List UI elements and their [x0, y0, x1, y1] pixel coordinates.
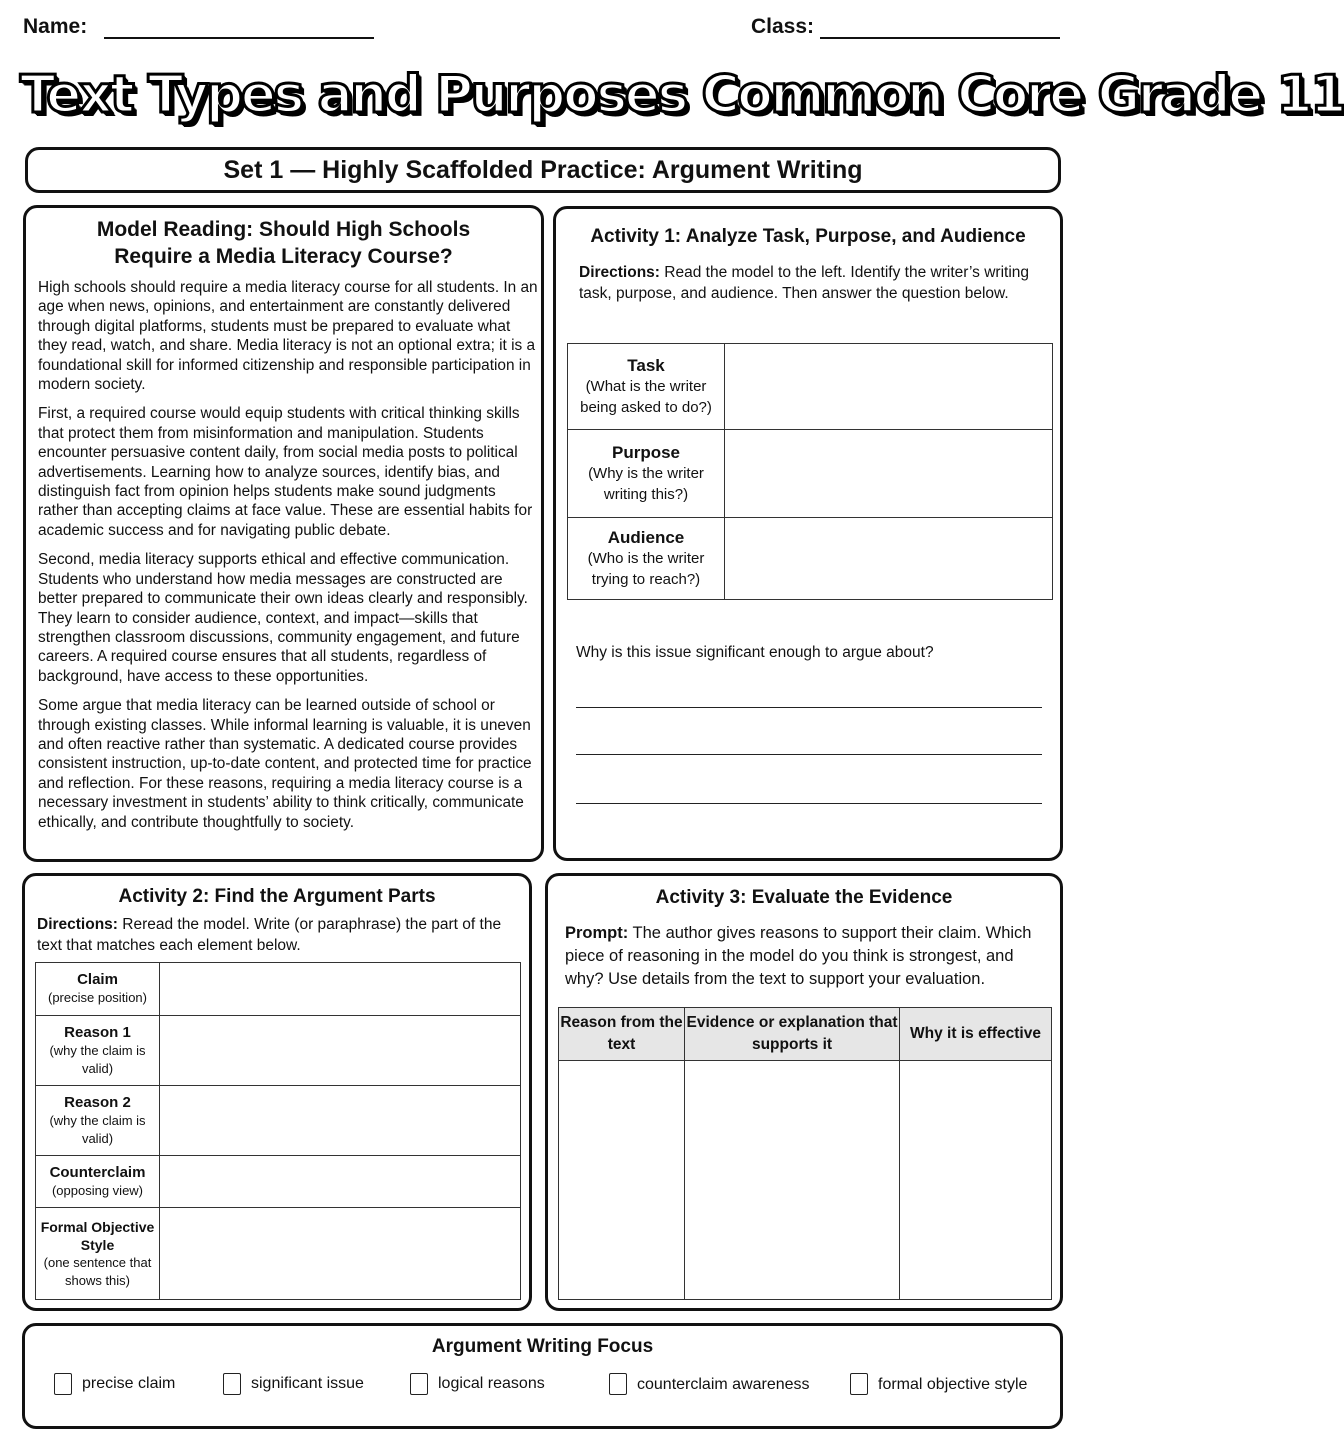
table-row [36, 1156, 521, 1208]
directions-text: Read the model to the left. Identify the writer’s writing task, purpose, and audience. Then answer the question below. [579, 264, 1030, 302]
row-title: Reason 2 [64, 1093, 131, 1111]
checkbox-label: counterclaim awareness [637, 1376, 810, 1393]
evidence-table [558, 1007, 1052, 1300]
column-header: Evidence or explanation that supports it [685, 1008, 900, 1061]
row-title: Formal Objective Style [40, 1218, 155, 1253]
answer-line[interactable] [576, 803, 1042, 804]
table-header-row [559, 1008, 1052, 1061]
table-row [568, 430, 1053, 518]
directions-text: Reread the model. Write (or paraphrase) the part of the text that matches each element below. [37, 916, 502, 954]
row-header-counterclaim [36, 1156, 160, 1208]
model-paragraph: High schools should require a media literacy course for all students. In an age when news, opinions, and entertainment are constantly delivered through digital platforms, students must be prepared to evaluate what they read, watch, and share. Media literacy is not an optional extra; it is a foundational skill for informed citizenship and responsible participation in modern society. [38, 279, 538, 394]
row-header-reason2 [36, 1086, 160, 1156]
activity2-directions [37, 914, 527, 956]
reason-answer-cell[interactable] [559, 1061, 685, 1300]
row-title: Task [627, 356, 665, 375]
argument-parts-table [35, 962, 521, 1300]
table-row [568, 344, 1053, 430]
checkbox-label: precise claim [82, 1375, 176, 1392]
focus-title: Argument Writing Focus [431, 1336, 654, 1357]
row-header-audience [568, 518, 725, 600]
row-header-reason1 [36, 1016, 160, 1086]
activity1-title: Activity 1: Analyze Task, Purpose, and Audience [590, 226, 1026, 247]
row-subtitle: (What is the writer being asked to do?) [580, 378, 712, 416]
row-subtitle: (Who is the writer trying to reach?) [587, 550, 705, 588]
row-subtitle: (Why is the writer writing this?) [588, 465, 704, 503]
task-answer-cell[interactable] [725, 344, 1053, 430]
row-title: Audience [607, 528, 685, 547]
reason2-answer-cell[interactable] [160, 1086, 521, 1156]
model-paragraph: Some argue that media literacy can be learned outside of school or through existing classes. While informal learning is valuable, it is uneven and often reactive rather than systematic. A dedicated course provides consistent instruction, up-to-date content, and protected time for practice and reflection. For these reasons, requiring a media literacy course is a necessary investment in students’ ability to think critically, communicate ethically, and contribute thoughtfully to society. [38, 697, 532, 831]
column-header: Why it is effective [900, 1008, 1052, 1061]
set-heading: Set 1 — Highly Scaffolded Practice: Argument Writing [25, 147, 1061, 193]
row-subtitle: (why the claim is valid) [49, 1112, 146, 1146]
row-subtitle: (opposing view) [51, 1182, 144, 1198]
activity3-prompt [565, 922, 1055, 991]
checkbox[interactable] [223, 1373, 241, 1395]
row-title: Reason 1 [64, 1023, 131, 1041]
answer-line[interactable] [576, 707, 1042, 708]
audience-answer-cell[interactable] [725, 518, 1053, 600]
model-reading-title-line1: Model Reading: Should High Schools [96, 218, 471, 241]
model-reading-title-line2: Require a Media Literacy Course? [114, 245, 453, 268]
activity3-panel [545, 873, 1063, 1311]
table-row [36, 1086, 521, 1156]
row-header-task [568, 344, 725, 430]
row-subtitle: (one sentence that shows this) [43, 1254, 152, 1288]
prompt-label: Prompt: [565, 924, 629, 942]
formal-style-answer-cell[interactable] [160, 1208, 521, 1300]
focus-panel [22, 1323, 1063, 1429]
column-header: Reason from the text [559, 1008, 685, 1061]
table-row [559, 1061, 1052, 1300]
checkbox[interactable] [609, 1373, 627, 1395]
model-reading-title [26, 216, 541, 270]
prompt-text: The author gives reasons to support their claim. Which piece of reasoning in the model do you think is strongest, and why? Use details from the text to support your evaluation. [565, 924, 1032, 988]
claim-answer-cell[interactable] [160, 963, 521, 1016]
effectiveness-answer-cell[interactable] [900, 1061, 1052, 1300]
table-row [36, 1208, 521, 1300]
reason1-answer-cell[interactable] [160, 1016, 521, 1086]
table-row [568, 518, 1053, 600]
checkbox-label: formal objective style [878, 1376, 1028, 1393]
activity1-directions [579, 262, 1049, 304]
worksheet-title: Text Types and Purposes Common Core Grade 11 [20, 65, 1344, 125]
purpose-answer-cell[interactable] [725, 430, 1053, 518]
class-field[interactable] [820, 17, 1060, 39]
table-row [36, 1016, 521, 1086]
directions-label: Directions: [579, 264, 660, 281]
model-paragraph: First, a required course would equip students with critical thinking skills that protect them from misinformation and manipulation. Students encounter persuasive content daily, from social media posts to political advertisements. Learning how to analyze sources, identify bias, and distinguish fact from opinion helps students make sound judgments rather than accepting claims at face value. These are essential habits for academic success and for navigating public debate. [38, 405, 533, 539]
row-title: Claim [77, 971, 118, 988]
checkbox[interactable] [410, 1373, 428, 1395]
row-header-claim [36, 963, 160, 1016]
counterclaim-answer-cell[interactable] [160, 1156, 521, 1208]
name-field[interactable] [104, 17, 374, 39]
class-label: Class: [751, 15, 815, 38]
row-header-formal-style [36, 1208, 160, 1300]
activity1-panel [553, 206, 1063, 861]
name-label: Name: [23, 15, 88, 38]
row-subtitle: (precise position) [48, 990, 147, 1005]
checkbox[interactable] [54, 1373, 72, 1395]
row-header-purpose [568, 430, 725, 518]
evidence-answer-cell[interactable] [685, 1061, 900, 1300]
checkbox[interactable] [850, 1373, 868, 1395]
activity2-title: Activity 2: Find the Argument Parts [118, 886, 436, 907]
activity3-title: Activity 3: Evaluate the Evidence [655, 887, 953, 908]
model-reading-body [38, 278, 538, 842]
model-reading-panel [23, 205, 544, 862]
tpa-table [567, 343, 1053, 600]
checkbox-label: significant issue [251, 1375, 364, 1392]
answer-line[interactable] [576, 754, 1042, 755]
model-paragraph: Second, media literacy supports ethical and effective communication. Students who understand how media messages are constructed are better prepared to communicate their own ideas clearly and responsibly. They learn to consider audience, context, and impact—skills that strengthen classroom discussions, community engagement, and future careers. A required course ensures that all students, regardless of background, have access to these opportunities. [38, 551, 528, 685]
row-subtitle: (why the claim is valid) [49, 1042, 146, 1076]
row-title: Counterclaim [49, 1163, 146, 1181]
table-row [36, 963, 521, 1016]
directions-label: Directions: [37, 916, 118, 933]
activity2-panel [22, 873, 532, 1311]
row-title: Purpose [611, 443, 681, 462]
activity1-question: Why is this issue significant enough to argue about? [576, 644, 934, 661]
checkbox-label: logical reasons [438, 1375, 545, 1392]
